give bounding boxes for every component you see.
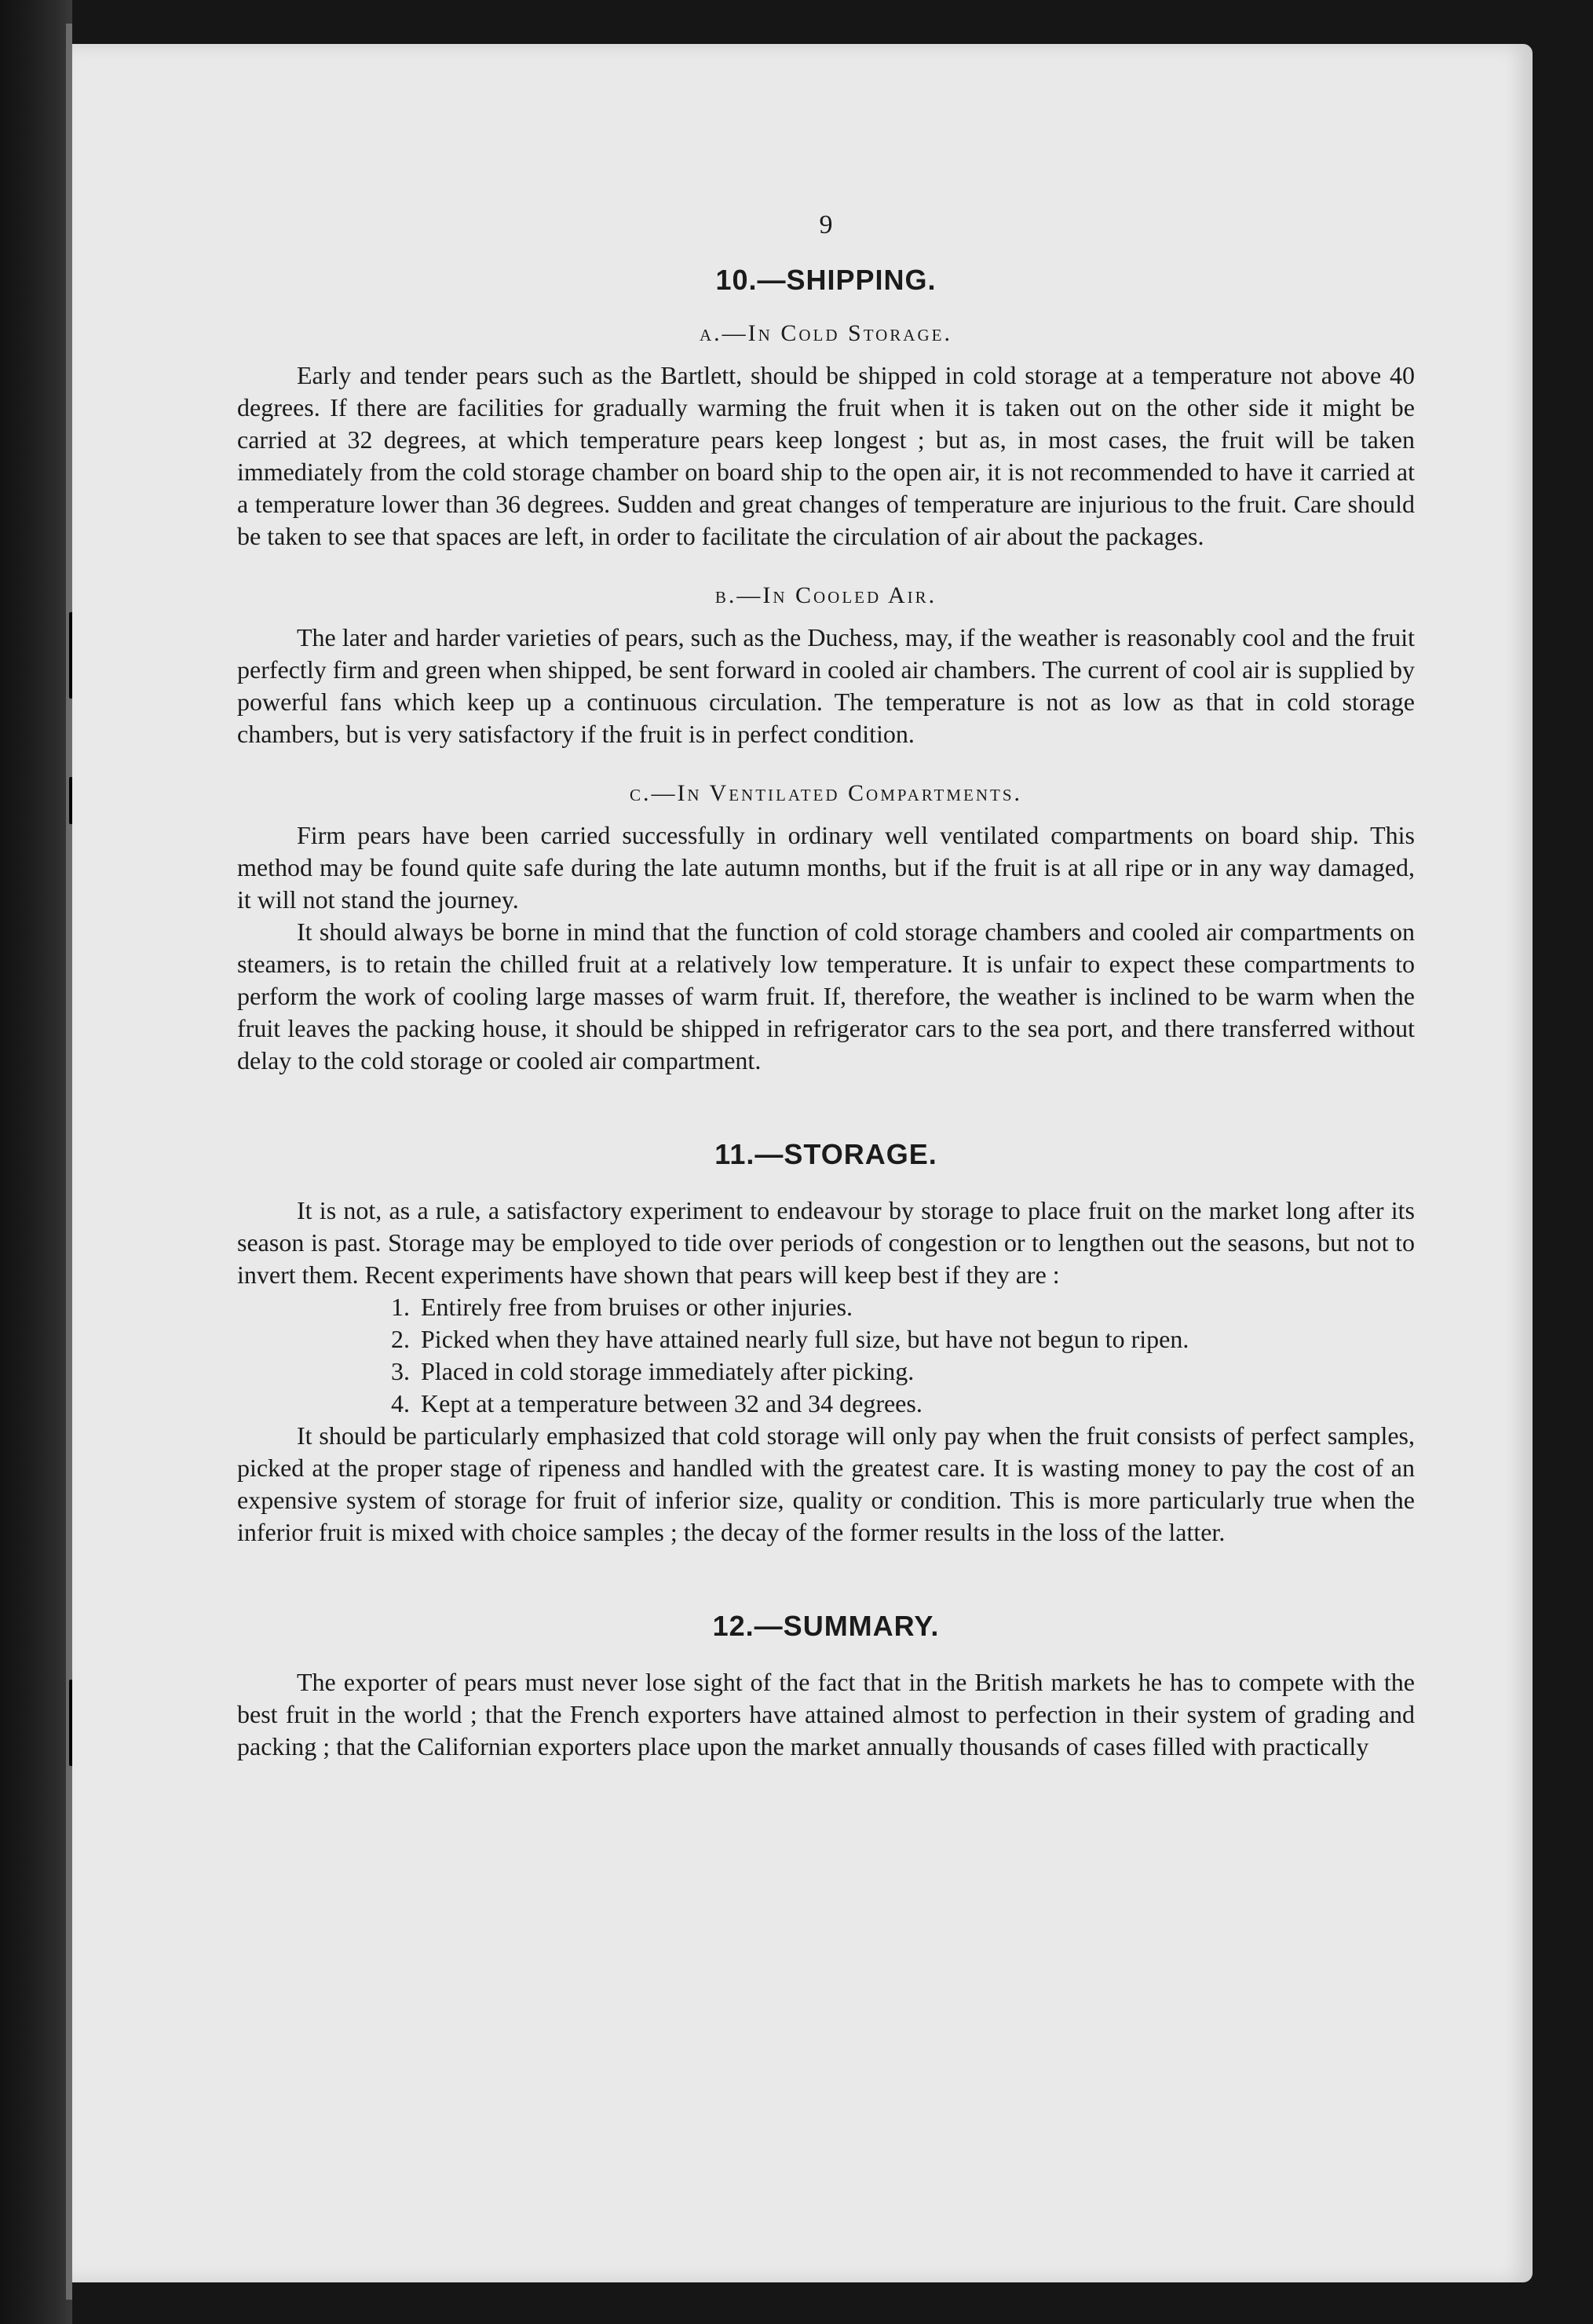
- subsection-title-ventilated: c.—In Ventilated Compartments.: [629, 780, 1023, 806]
- list-item: [363, 1323, 1415, 1355]
- list-item: [363, 1355, 1415, 1388]
- page-text: [237, 210, 1415, 1763]
- list-item-text: Placed in cold storage immediately after picking.: [421, 1357, 915, 1385]
- paragraph: Early and tender pears such as the Bartlett, should be shipped in cold storage at a temperature not above 40 degrees. If there are facilities for gradually warming the fruit when it is taken out on the other side it might be carried at 32 degrees, at which temperature pears keep longest ; but as, in most cases, the fruit will be taken immediately from the cold storage chamber on board ship to the open air, it is not recommended to have it carried at a temperature lower than 36 degrees. Sudden and great changes of temperature are injurious to the fruit. Care should be taken to see that spaces are left, in order to facilitate the circulation of air about the packages.: [237, 361, 1415, 550]
- spine-edge: [66, 24, 72, 2300]
- list-item-number: 3.: [391, 1357, 410, 1385]
- list-item-number: 4.: [391, 1389, 410, 1417]
- list-item-text: Kept at a temperature between 32 and 34 degrees.: [421, 1389, 923, 1417]
- storage-conditions-list: [237, 1291, 1415, 1420]
- page-number: 9: [819, 210, 833, 239]
- paragraph: Firm pears have been carried successfully in ordinary well ventilated compartments on board ship. This method may be found quite safe during the late autumn months, but if the fruit is at all ripe or in any way damaged, it will not stand the journey.: [237, 821, 1415, 914]
- list-item-number: 2.: [391, 1325, 410, 1353]
- paragraph: It is not, as a rule, a satisfactory experiment to endeavour by storage to place fruit on the market long after its season is past. Storage may be employed to tide over periods of congestion or to lengthen out the seasons, but not to invert them. Recent experiments have shown that pears will keep best if they are :: [237, 1196, 1415, 1289]
- list-item: [363, 1388, 1415, 1420]
- subsection-title-cooled-air: b.—In Cooled Air.: [714, 582, 937, 608]
- document-page: [72, 44, 1533, 2282]
- list-item-text: Entirely free from bruises or other injuries.: [421, 1293, 853, 1321]
- section-title-shipping: 10.—SHIPPING.: [715, 264, 937, 296]
- paragraph: The later and harder varieties of pears, such as the Duchess, may, if the weather is reasonably cool and the fruit perfectly firm and green when shipped, be sent forward in cooled air chambers. The current of cool air is supplied by powerful fans which keep up a continuous circulation. The temperature is not as low as that in cold storage chambers, but is very satisfactory if the fruit is in perfect condition.: [237, 623, 1415, 748]
- list-item-number: 1.: [391, 1293, 410, 1321]
- subsection-title-cold-storage: a.—In Cold Storage.: [700, 320, 952, 346]
- list-item: [363, 1291, 1415, 1323]
- section-title-summary: 12.—SUMMARY.: [712, 1610, 940, 1642]
- paragraph: It should be particularly emphasized that cold storage will only pay when the fruit consists of perfect samples, picked at the proper stage of ripeness and handled with the greatest care. It is wasting money to pay the cost of an expensive system of storage for fruit of inferior size, quality or condition. This is more particularly true when the inferior fruit is mixed with choice samples ; the decay of the former results in the loss of the latter.: [237, 1421, 1415, 1546]
- paragraph: The exporter of pears must never lose sight of the fact that in the British markets he has to compete with the best fruit in the world ; that the French exporters have attained almost to perfection in their system of grading and packing ; that the Californian exporters place upon the market annually thousands of cases filled with practically: [237, 1668, 1415, 1760]
- list-item-text: Picked when they have attained nearly full size, but have not begun to ripen.: [421, 1325, 1189, 1353]
- book-spine: [0, 0, 72, 2324]
- paragraph: It should always be borne in mind that the function of cold storage chambers and cooled air compartments on steamers, is to retain the chilled fruit at a relatively low temperature. It is unfair to expect these compartments to perform the work of cooling large masses of warm fruit. If, therefore, the weather is inclined to be warm when the fruit leaves the packing house, it should be shipped in refrigerator cars to the sea port, and there transferred without delay to the cold storage or cooled air compartment.: [237, 918, 1415, 1074]
- section-title-storage: 11.—STORAGE.: [714, 1138, 937, 1170]
